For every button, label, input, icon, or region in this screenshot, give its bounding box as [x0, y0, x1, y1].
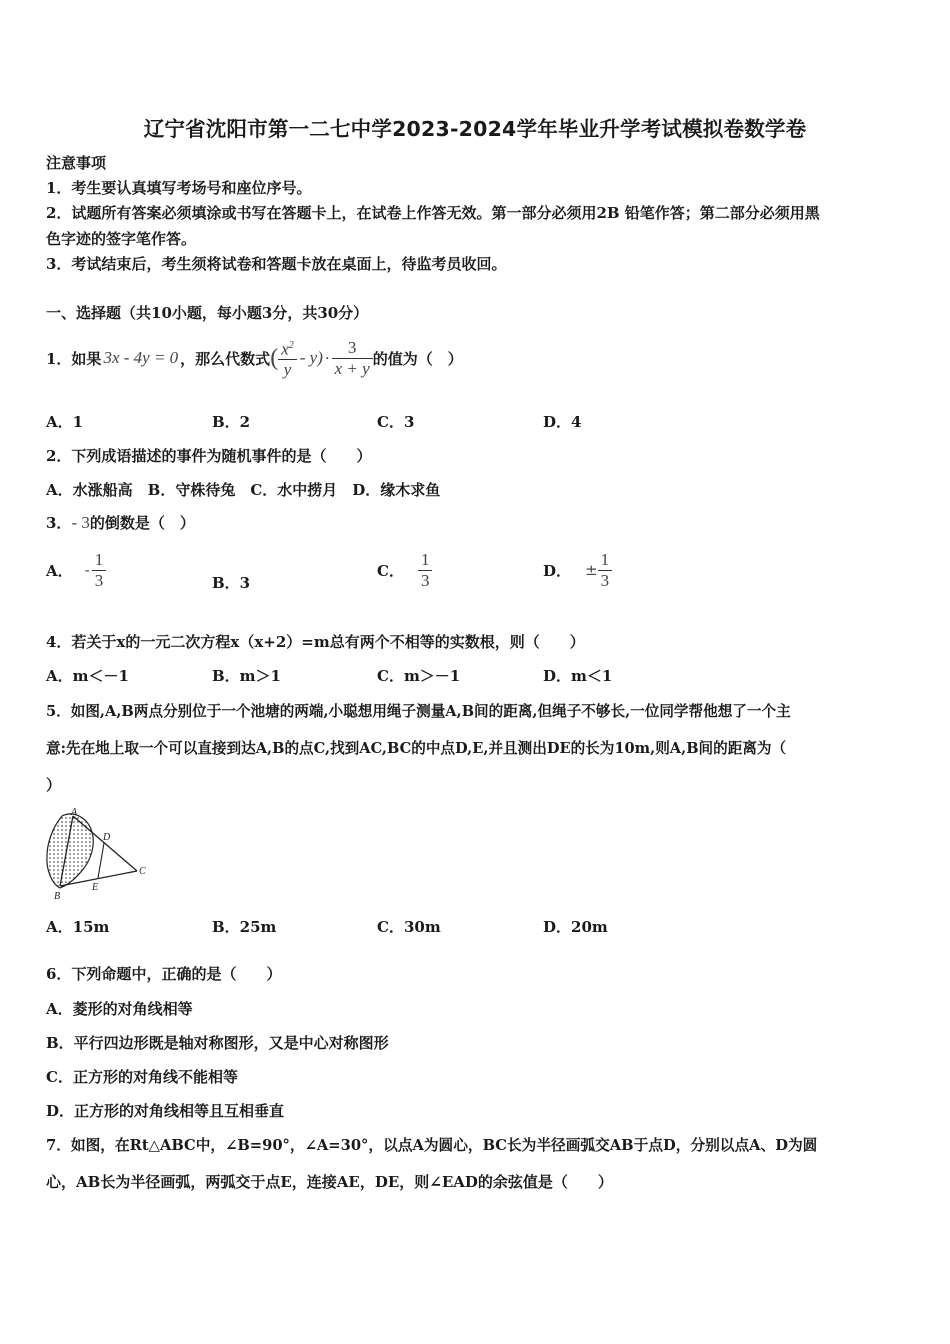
notice-item: 1．考生要认真填写考场号和座位序号。: [46, 179, 312, 197]
option-c[interactable]: C．m＞－1: [377, 667, 461, 685]
option-d[interactable]: [543, 546, 612, 594]
plus-minus-sign: ±: [585, 561, 598, 579]
option-a[interactable]: A．菱形的对角线相等: [46, 1000, 193, 1018]
pond-shape: [47, 814, 93, 888]
notice-item: 3．考试结束后，考生须将试卷和答题卡放在桌面上，待监考员收回。: [46, 255, 507, 273]
notice-item: 色字迹的签字笔作答。: [46, 230, 197, 248]
question-3-suffix: 的倒数是（ ）: [89, 514, 195, 532]
option-d[interactable]: D．4: [543, 413, 582, 431]
minus-sign: -: [84, 561, 90, 579]
segment-de: [98, 843, 104, 878]
label-c: C: [139, 866, 146, 877]
option-b[interactable]: B．平行四边形既是轴对称图形，又是中心对称图形: [46, 1034, 389, 1052]
question-1: [46, 330, 463, 386]
fraction-one-third: $\frac{1}{3}$: [92, 550, 107, 591]
option-c[interactable]: C．30m: [377, 918, 441, 936]
option-a[interactable]: A．15m: [46, 918, 110, 936]
expr-dot: ·: [324, 349, 330, 367]
section-heading: 一、选择题（共10小题，每小题3分，共30分）: [46, 304, 369, 322]
expr-numerator: 3: [347, 337, 357, 357]
option-a[interactable]: [46, 546, 106, 594]
question-1-equation: 3x - 4y = 0: [103, 348, 179, 367]
expr-minus-y: - y): [299, 348, 323, 367]
option-b[interactable]: B．m＞1: [212, 667, 281, 685]
expr-fraction-2: [332, 338, 373, 379]
option-label: D．: [543, 561, 572, 580]
label-b: B: [54, 891, 61, 902]
question-5-line-2: 意:先在地上取一个可以直接到达A,B的点C,找到AC,BC的中点D,E,并且测出DE的长为10m,则A,B间的距离为（: [46, 740, 787, 757]
option-b[interactable]: B．2: [212, 413, 251, 431]
expr-x: x: [281, 339, 289, 359]
option-b[interactable]: B．25m: [212, 918, 277, 936]
question-5-line-3: ）: [46, 776, 62, 794]
option-d[interactable]: D．m＜1: [543, 667, 613, 685]
question-3: [46, 512, 195, 533]
expr-y: y: [278, 359, 297, 380]
expr-denominator: x + y: [332, 358, 373, 379]
notice-item: 2．试题所有答案必须填涂或书写在答题卡上，在试卷上作答无效。第一部分必须用2B 铅笔作答；第二部分必须用黑: [46, 204, 820, 222]
label-d: D: [103, 832, 111, 843]
pond-triangle-figure: [40, 804, 155, 904]
expr-exponent: 2: [288, 339, 294, 351]
option-a[interactable]: A．1: [46, 413, 84, 431]
question-7-line-1: 7．如图，在Rt△ABC中，∠B=90°，∠A=30°，以点A为圆心，BC长为半径画弧交AB于点D，分别以点A、D为圆: [46, 1137, 818, 1154]
option-label: A．: [46, 561, 73, 580]
question-3-value: - 3: [71, 513, 90, 532]
question-2-options[interactable]: A．水涨船高 B．守株待兔 C．水中捞月 D．缘木求鱼: [46, 481, 441, 499]
page-title: 辽宁省沈阳市第一二七中学2023-2024学年毕业升学考试模拟卷数学卷: [143, 117, 807, 141]
option-c[interactable]: C．3: [377, 413, 415, 431]
option-d[interactable]: D．20m: [543, 918, 608, 936]
fraction-one-third: $\frac{1}{3}$: [418, 550, 433, 591]
question-2: 2．下列成语描述的事件为随机事件的是（ ）: [46, 447, 372, 465]
question-1-mid: ，那么代数式: [180, 349, 271, 368]
question-1-suffix: 的值为（ ）: [372, 349, 463, 368]
label-a: A: [71, 807, 78, 818]
question-4: 4．若关于x的一元二次方程x（x+2）=m总有两个不相等的实数根，则（ ）: [46, 633, 585, 651]
fraction-one-third: $\frac{1}{3}$: [598, 550, 613, 591]
question-7-line-2: 心，AB长为半径画弧，两弧交于点E，连接AE，DE，则∠EAD的余弦值是（ ）: [46, 1173, 613, 1191]
option-b[interactable]: B．3: [212, 574, 251, 592]
option-a[interactable]: A．m＜－1: [46, 667, 129, 685]
notice-heading: 注意事项: [46, 154, 107, 172]
question-3-prefix: 3．: [46, 514, 72, 532]
label-e: E: [92, 882, 99, 893]
expr-fraction-1: [278, 336, 297, 381]
option-d[interactable]: D．正方形的对角线相等且互相垂直: [46, 1102, 285, 1120]
question-6: 6．下列命题中，正确的是（ ）: [46, 965, 282, 983]
question-5-line-1: 5．如图,A,B两点分别位于一个池塘的两端,小聪想用绳子测量A,B间的距离,但绳子不够长,一位同学帮他想了一个主: [46, 703, 791, 720]
option-label: C．: [377, 561, 404, 580]
question-1-prefix: 1．如果: [46, 349, 102, 368]
paren-open: (: [270, 344, 279, 371]
option-c[interactable]: C．正方形的对角线不能相等: [46, 1068, 238, 1086]
option-c[interactable]: [377, 546, 432, 594]
